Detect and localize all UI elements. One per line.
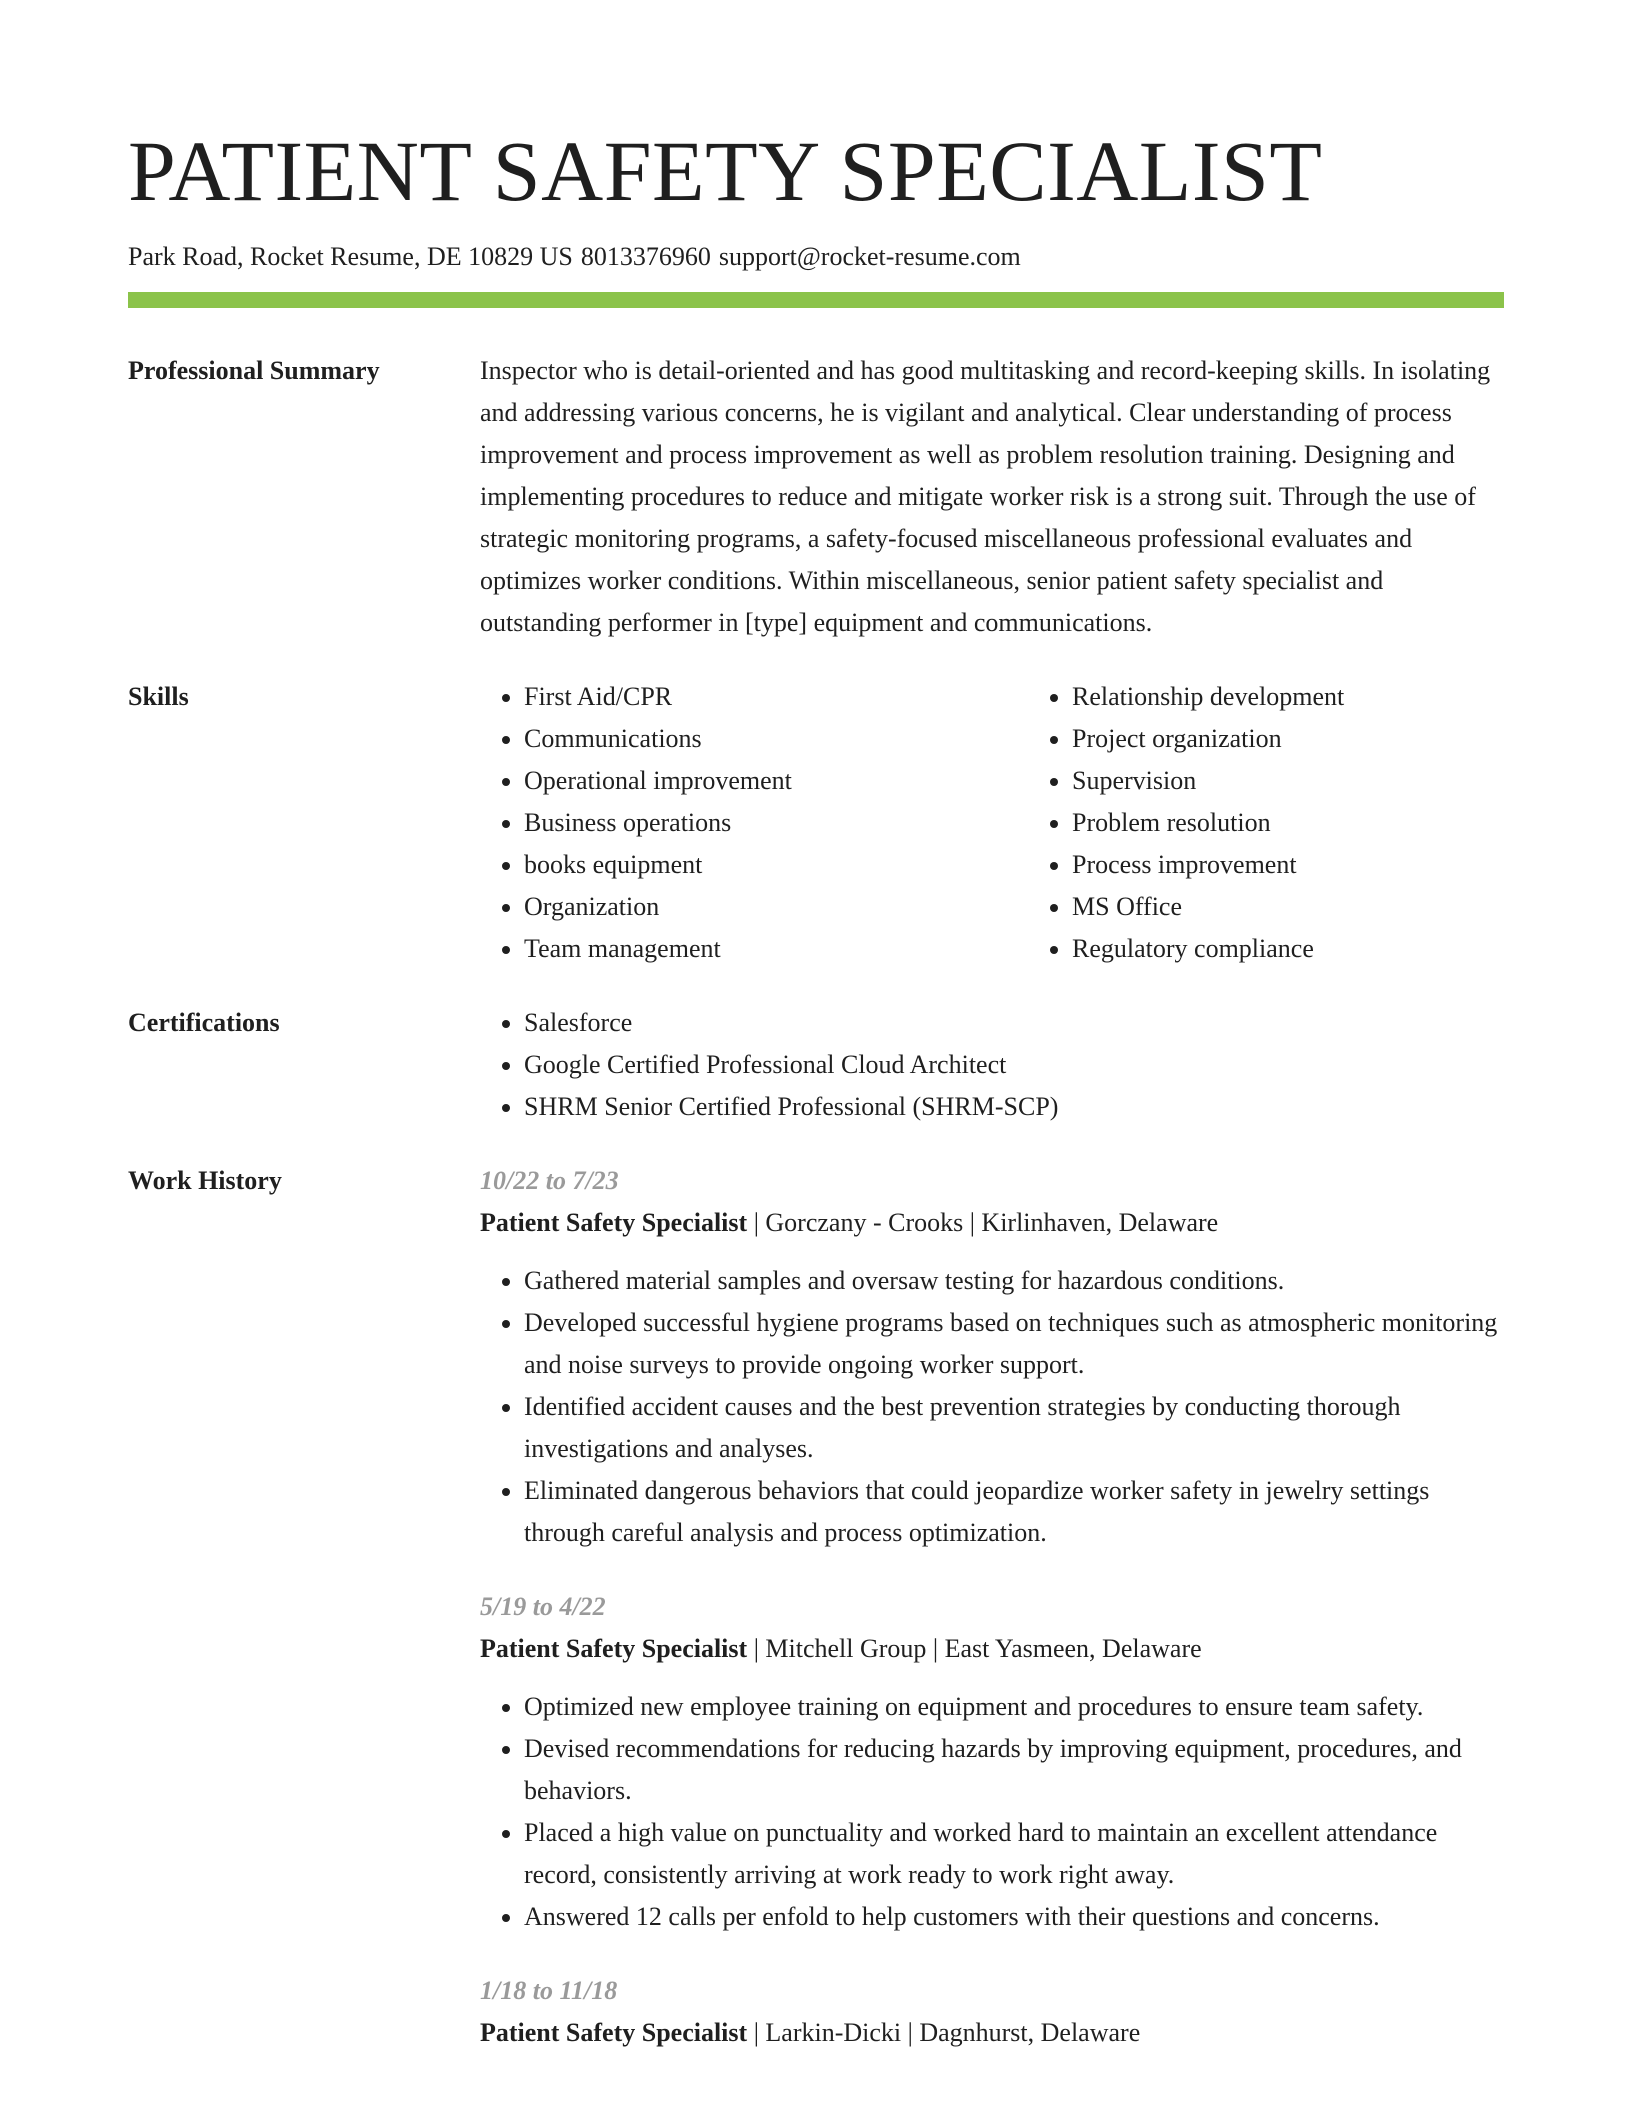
job-bullet: • Identified accident causes and the best prevention strategies by conducting thorough investigations and analyses. [524,1386,1504,1470]
summary-heading: Professional Summary [128,356,380,385]
summary-text: Inspector who is detail-oriented and has good multitasking and record-keeping skills. In isolating and addressing various concerns, he is vigilant and analytical. Clear understanding of process improvement and process improvement as well as problem resolution training. Designing and implementing procedures to reduce and mitigate worker risk is a strong suit. Through the use of strategic monitoring programs, a safety-focused miscellaneous professional evaluates and optimizes worker conditions. Within miscellaneous, senior patient safety specialist and outstanding performer in [type] equipment and communications. [480,356,1491,637]
job-header [480,1202,1504,1244]
skill-item: • Business operations [524,802,1028,844]
job-bullets [480,1686,1504,1938]
certification-item: • Salesforce [524,1002,1504,1044]
certifications-section [128,1002,1504,1128]
job-details: | Gorczany - Crooks | Kirlinhaven, Delaware [747,1208,1219,1237]
skill-item: • Regulatory compliance [1072,928,1576,970]
skills-list-left [480,676,1028,970]
skill-item: • Operational improvement [524,760,1028,802]
skill-item: • Project organization [1072,718,1576,760]
job-bullet: • Eliminated dangerous behaviors that could jeopardize worker safety in jewelry settings through careful analysis and process optimization. [524,1470,1504,1554]
contact-phone: 8013376960 [580,242,711,271]
certification-item: • Google Certified Professional Cloud Architect [524,1044,1504,1086]
skills-heading: Skills [128,682,189,711]
job-bullet: • Gathered material samples and oversaw testing for hazardous conditions. [524,1260,1504,1302]
certifications-list [480,1002,1504,1128]
job-bullet: • Answered 12 calls per enfold to help customers with their questions and concerns. [524,1896,1504,1938]
resume-page [128,0,1504,2086]
job-details: | Larkin-Dicki | Dagnhurst, Delaware [747,2018,1141,2047]
certification-item: • SHRM Senior Certified Professional (SHRM-SCP) [524,1086,1504,1128]
skills-list-right [1028,676,1576,970]
skill-item: • First Aid/CPR [524,676,1028,718]
contact-email: support@rocket-resume.com [718,242,1021,271]
job-bullet: • Placed a high value on punctuality and worked hard to maintain an excellent attendance record, consistently arriving at work ready to work right away. [524,1812,1504,1896]
job-entry [480,1970,1504,2054]
job-bullets [480,1260,1504,1554]
skills-section [128,676,1504,970]
resume-name: PATIENT SAFETY SPECIALIST [128,123,1323,219]
work-history-section [128,1160,1504,2086]
skill-item: • Communications [524,718,1028,760]
header-divider [128,292,1504,308]
skill-item: • Relationship development [1072,676,1576,718]
skill-item: • Organization [524,886,1028,928]
skill-item: • Team management [524,928,1028,970]
job-dates: 1/18 to 11/18 [480,1976,618,2005]
contact-line [128,240,1504,274]
job-entry [480,1160,1504,1554]
job-bullet: • Optimized new employee training on equipment and procedures to ensure team safety. [524,1686,1504,1728]
certifications-heading: Certifications [128,1008,280,1037]
job-title: Patient Safety Specialist [480,1208,748,1237]
job-header [480,1628,1504,1670]
skill-item: • MS Office [1072,886,1576,928]
job-bullet: • Developed successful hygiene programs based on techniques such as atmospheric monitoring and noise surveys to provide ongoing worker support. [524,1302,1504,1386]
job-bullet: • Devised recommendations for reducing hazards by improving equipment, procedures, and behaviors. [524,1728,1504,1812]
skill-item: • Problem resolution [1072,802,1576,844]
skill-item: • books equipment [524,844,1028,886]
job-entry [480,1586,1504,1938]
contact-address: Park Road, Rocket Resume, DE 10829 US [128,242,573,271]
summary-section [128,350,1504,644]
job-header [480,2012,1504,2054]
job-dates: 10/22 to 7/23 [480,1166,619,1195]
job-details: | Mitchell Group | East Yasmeen, Delaware [747,1634,1202,1663]
job-title: Patient Safety Specialist [480,1634,748,1663]
job-title: Patient Safety Specialist [480,2018,748,2047]
work-history-heading: Work History [128,1166,282,1195]
skill-item: • Supervision [1072,760,1576,802]
job-dates: 5/19 to 4/22 [480,1592,606,1621]
skill-item: • Process improvement [1072,844,1576,886]
